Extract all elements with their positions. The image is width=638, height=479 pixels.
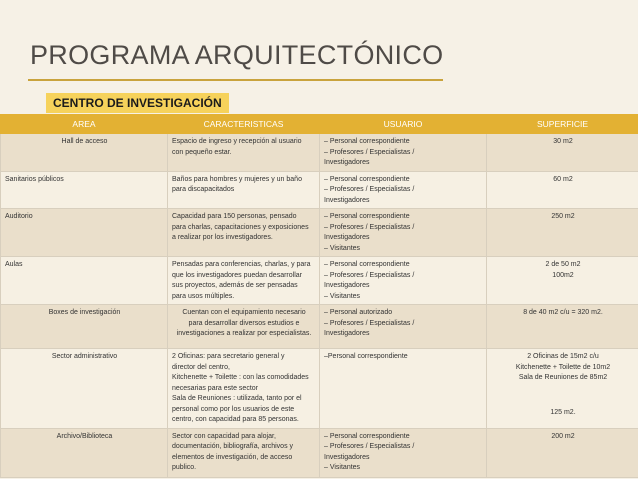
caracteristicas-cell: Espacio de ingreso y recepción al usuario con pequeño estar. <box>168 134 320 172</box>
header-superficie: SUPERFICIE <box>487 115 638 134</box>
table-header-row <box>1 115 638 134</box>
caracteristicas-cell: Capacidad para 150 personas, pensado para charlas, capacitaciones y exposiciones a realizar por los investigadores. <box>168 209 320 257</box>
superficie-cell: 8 de 40 m2 c/u = 320 m2. <box>487 305 638 349</box>
usuario-cell: – Personal autorizado – Profesores / Especialistas / Investigadores <box>320 305 487 349</box>
usuario-cell: – Personal correspondiente – Profesores / Especialistas / Investigadores – Visitantes <box>320 209 487 257</box>
area-cell: Auditorio <box>1 209 168 257</box>
caracteristicas-cell: Cuentan con el equipamiento necesario para desarrollar diversos estudios e investigaciones a realizar por especialistas. <box>168 305 320 349</box>
superficie-cell: 2 Oficinas de 15m2 c/u Kitchenette + Toilette de 10m2 Sala de Reuniones de 85m2 125 m2. <box>487 349 638 429</box>
area-cell: Boxes de investigación <box>1 305 168 349</box>
header-usuario: USUARIO <box>320 115 487 134</box>
program-table <box>0 114 638 478</box>
usuario-cell: – Personal correspondiente – Profesores / Especialistas / Investigadores <box>320 171 487 209</box>
caracteristicas-cell: Baños para hombres y mujeres y un baño para discapacitados <box>168 171 320 209</box>
area-cell: Aulas <box>1 257 168 305</box>
caracteristicas-cell: Pensadas para conferencias, charlas, y para que los investigadores puedan desarrollar sus proyectos, además de ser pensadas para usos múltiples. <box>168 257 320 305</box>
table-row <box>1 257 638 305</box>
table-row <box>1 349 638 429</box>
superficie-cell: 2 de 50 m2 100m2 <box>487 257 638 305</box>
page-title: PROGRAMA ARQUITECTÓNICO <box>30 40 444 70</box>
header-caracteristicas: CARACTERISTICAS <box>168 115 320 134</box>
usuario-cell: – Personal correspondiente – Profesores / Especialistas / Investigadores – Visitantes <box>320 428 487 477</box>
area-cell: Sector administrativo <box>1 349 168 429</box>
section-subtitle: CENTRO DE INVESTIGACIÓN <box>46 93 229 113</box>
table-row <box>1 209 638 257</box>
area-cell: Sanitarios públicos <box>1 171 168 209</box>
table-row <box>1 134 638 172</box>
usuario-cell: – Personal correspondiente – Profesores / Especialistas / Investigadores – Visitantes <box>320 257 487 305</box>
area-cell: Hall de acceso <box>1 134 168 172</box>
superficie-cell: 250 m2 <box>487 209 638 257</box>
area-cell: Archivo/Biblioteca <box>1 428 168 477</box>
table-row <box>1 428 638 477</box>
superficie-cell: 30 m2 <box>487 134 638 172</box>
caracteristicas-cell: 2 Oficinas: para secretario general y director del centro, Kitchenette + Toilette : con las comodidades necesarias para este sector Sala de Reuniones : utilizada, tanto por el personal como por los usuarios de este centro, con capacidad para 85 personas. <box>168 349 320 429</box>
header-area: AREA <box>1 115 168 134</box>
superficie-cell: 60 m2 <box>487 171 638 209</box>
table-row <box>1 171 638 209</box>
caracteristicas-cell: Sector con capacidad para alojar, documentación, bibliografía, archivos y elementos de investigación, de acceso publico. <box>168 428 320 477</box>
table-row <box>1 305 638 349</box>
title-divider <box>28 79 443 81</box>
usuario-cell: –Personal correspondiente <box>320 349 487 429</box>
superficie-cell: 200 m2 <box>487 428 638 477</box>
usuario-cell: – Personal correspondiente – Profesores / Especialistas / Investigadores <box>320 134 487 172</box>
